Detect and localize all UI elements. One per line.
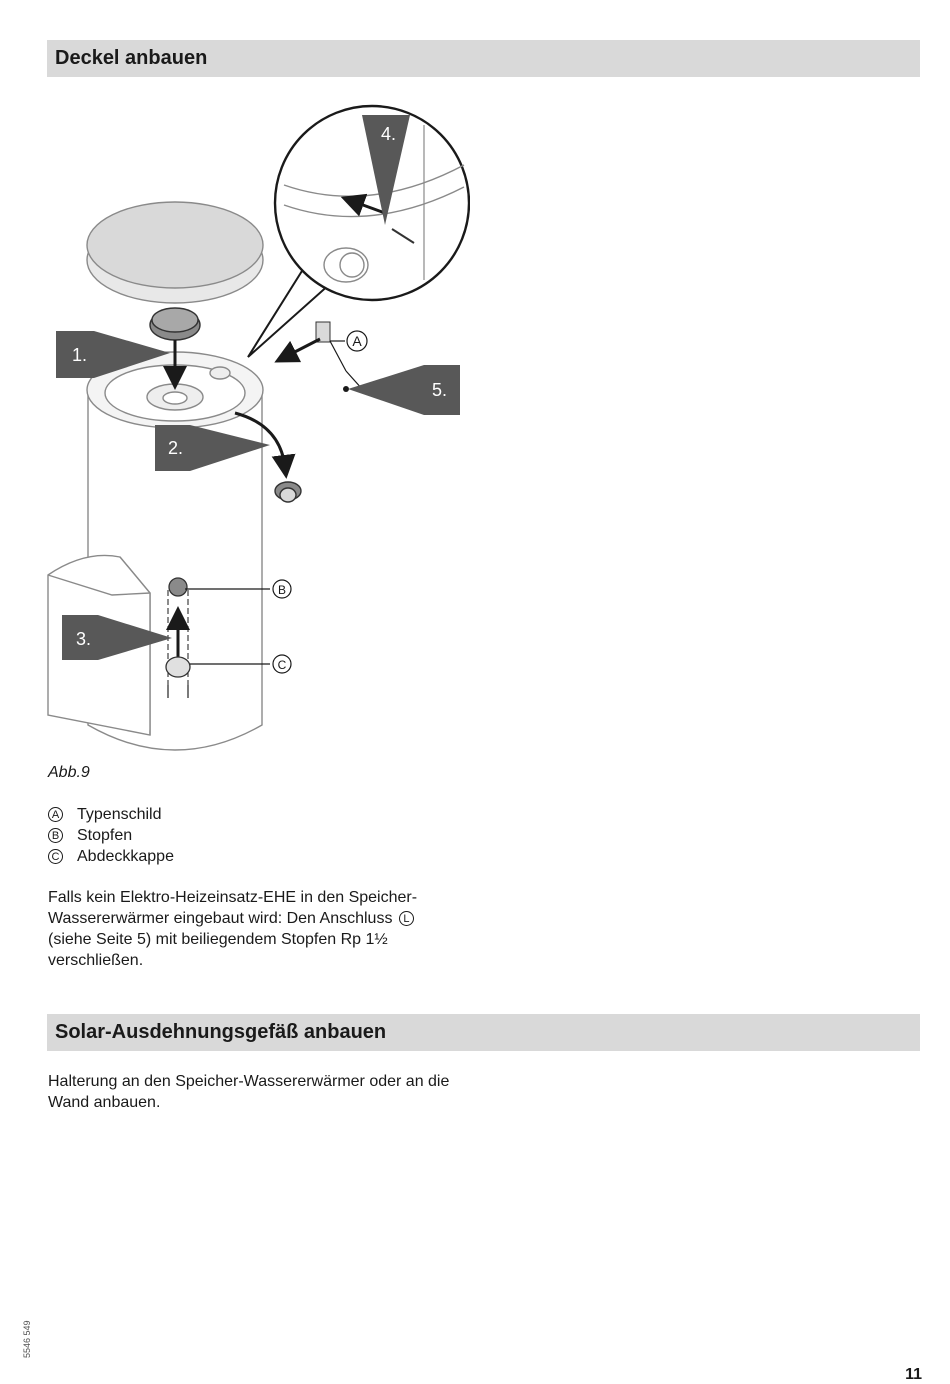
- installation-figure: [40, 95, 470, 765]
- removed-cap-illustration: [275, 482, 301, 502]
- svg-text:A: A: [352, 333, 362, 349]
- svg-text:C: C: [277, 658, 287, 672]
- paragraph-text: Falls kein Elektro-Heizeinsatz-EHE in den Speicher-Wassererwärmer eingebaut wird: Den Anschluss: [48, 889, 418, 927]
- section-title-solar-ausdehnungsgefaess: Solar-Ausdehnungsgefäß anbauen: [47, 1014, 920, 1051]
- svg-text:4.: 4.: [381, 124, 397, 144]
- callout-a: [347, 331, 367, 351]
- figure-caption: Abb.9: [48, 764, 90, 781]
- detail-zoom-bubble: [248, 106, 469, 357]
- svg-text:5.: 5.: [432, 380, 448, 400]
- legend-key-a: A: [48, 807, 63, 822]
- paragraph-halterung: Halterung an den Speicher-Wassererwärmer oder an die Wand anbauen.: [48, 1073, 450, 1111]
- svg-text:2.: 2.: [168, 438, 184, 458]
- legend-item: [48, 825, 174, 846]
- document-code: 5546 549: [22, 1320, 32, 1358]
- step-5-marker: [348, 365, 460, 415]
- callout-c: [273, 655, 291, 673]
- plug-illustration: [150, 308, 200, 340]
- legend-item: [48, 804, 174, 825]
- legend-label: Abdeckkappe: [77, 847, 174, 865]
- section-title-deckel-anbauen: Deckel anbauen: [47, 40, 920, 77]
- legend-label: Stopfen: [77, 826, 133, 844]
- legend-label: Typenschild: [77, 805, 162, 823]
- connection-key-l: L: [399, 911, 414, 926]
- svg-text:1.: 1.: [72, 345, 88, 365]
- svg-text:3.: 3.: [76, 629, 92, 649]
- legend-key-c: C: [48, 849, 63, 864]
- figure-legend: [48, 804, 174, 867]
- svg-text:B: B: [277, 583, 287, 597]
- callout-b: [273, 580, 291, 598]
- lid-illustration: [87, 202, 263, 303]
- legend-item: [48, 846, 174, 867]
- paragraph-stopfen: [48, 887, 458, 971]
- page-number: 11: [905, 1366, 922, 1383]
- legend-key-b: B: [48, 828, 63, 843]
- paragraph-text: (siehe Seite 5) mit beiliegendem Stopfen Rp 1½ verschließen.: [48, 931, 388, 969]
